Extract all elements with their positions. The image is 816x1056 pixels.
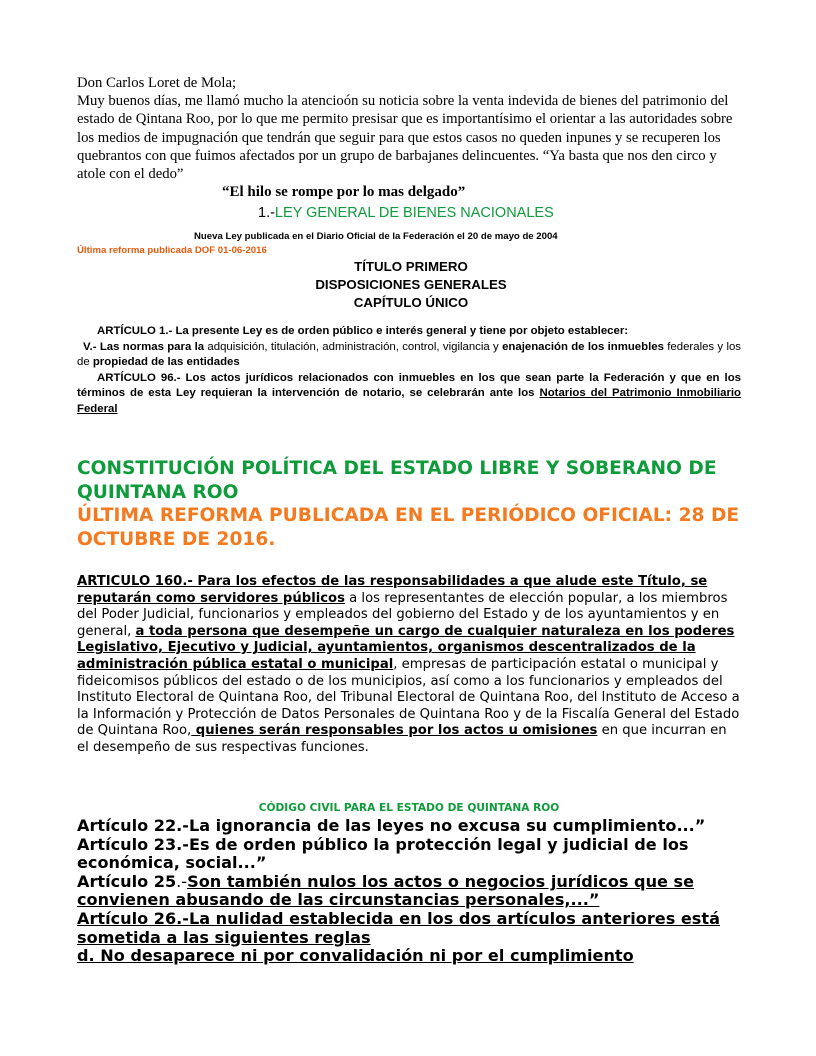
constitucion-heading <box>77 457 757 551</box>
capitulo-unico: CAPÍTULO ÚNICO <box>353 295 469 310</box>
art160-lead: ARTICULO 160.- Para los efectos de las responsabilidades a que alude este Título, se reputarán como servidores públicos <box>77 574 708 606</box>
fraccion-v-text1: adquisición, titulación, administración, control, vigilancia y <box>204 340 503 353</box>
fraccion-v-lead: V.- Las normas para la <box>83 340 205 353</box>
letter-motto: “El hilo se rompe por lo mas delgado” <box>222 184 466 200</box>
fraccion-v <box>77 340 741 371</box>
art160-bold: a toda persona que desempeñe un cargo de cualquier naturaleza en los poderes Legislativo, Ejecutivo y Judicial, ayuntamientos, organismos descentralizados de la administración pública estatal o municipal <box>77 623 735 672</box>
ley-bienes-heading <box>258 205 554 221</box>
articulo-96-notarios: Notarios del Patrimonio Inmobiliario Federal <box>77 387 742 415</box>
letter-greeting: Don Carlos Loret de Mola; <box>77 75 237 91</box>
art160-text1: a los representantes de elección popular, a los miembros del Poder Judicial, funcionarios y empleados del gobierno del Estado y de los ayuntamientos y en general, <box>77 590 728 639</box>
fraccion-v-bold2: propiedad de las entidades <box>92 356 240 369</box>
letter-body: Muy buenos días, me llamó mucho la atencioón su noticia sobre la venta indevida de bienes del patrimonio del estado de Qintana Roo, por lo que me permito presisar que es importantísimo el orientar a las autoridades sobre los medios de impugnación que tendrán que seguir para que estos casos no queden inpunes y se recuperen los quebrantos con que fuimos afectados por un grupo de barbajanes delincuentes. “Ya basta que nos den circo y atole con el dedo” <box>77 93 733 183</box>
disposiciones-generales: DISPOSICIONES GENERALES <box>315 277 507 292</box>
articulo-160 <box>77 574 741 757</box>
articulo-26: Artículo 26.-La nulidad establecida en los dos artículos anteriores está sometida a las siguientes reglas <box>77 908 720 947</box>
articulo-23: Artículo 23.-Es de orden público la protección legal y judicial de los económica, social...” <box>77 834 689 873</box>
ley-published-note: Nueva Ley publicada en el Diario Oficial de la Federación el 20 de mayo de 2004 <box>194 231 558 242</box>
art160-text3: en que incurran en el desempeño de sus respectivas funciones. <box>77 723 727 755</box>
titulo-primero: TÍTULO PRIMERO <box>354 259 468 274</box>
articulo-26-d: d. No desaparece ni por convalidación ni por el cumplimiento <box>77 946 634 966</box>
ley-last-reform: Última reforma publicada DOF 01-06-2016 <box>77 245 267 256</box>
ley-title: LEY GENERAL DE BIENES NACIONALES <box>274 205 554 221</box>
articulo-1: ARTÍCULO 1.- La presente Ley es de orden público e interés general y tiene por objeto establecer: <box>97 325 629 337</box>
articulo-96-text: ARTÍCULO 96.- Los actos jurídicos relacionados con inmuebles en los que sean parte la Federación y que en los términos de esta Ley requieran la intervención de notario, se celebrarán ante los <box>77 371 741 400</box>
fraccion-v-text2: federales y los de <box>77 340 742 369</box>
art25-text: Son también nulos los actos o negocios jurídicos que se convienen abusando de las circunstancias personales,...” <box>77 871 695 910</box>
codigo-civil-articles <box>77 817 757 966</box>
art160-responsables: quienes serán responsables por los actos u omisiones <box>191 723 598 739</box>
articulo-96 <box>77 371 741 418</box>
codigo-civil-title: CÓDIGO CIVIL PARA EL ESTADO DE QUINTANA ROO <box>258 802 560 814</box>
ley-number: 1.- <box>258 205 275 221</box>
art25-label: Artículo 25 <box>77 871 177 891</box>
art160-text2: , empresas de participación estatal o municipal y fideicomisos públicos del estado o de los municipios, así como a los funcionarios y empleados del Instituto Electoral de Quintana Roo, del Tribunal Electoral de Quintana Roo, del Instituto de Acceso a la Información y Protección de Datos Personales de Quintana Roo y de la Fiscalía General del Estado de Quintana Roo, <box>77 656 740 739</box>
constitucion-title: CONSTITUCIÓN POLÍTICA DEL ESTADO LIBRE Y SOBERANO DE QUINTANA ROO <box>77 458 717 503</box>
art25-sep: .- <box>176 871 188 891</box>
letter <box>77 74 745 183</box>
articulo-25 <box>77 873 757 910</box>
articulo-22: Artículo 22.-La ignorancia de las leyes no excusa su cumplimiento...” <box>77 816 706 835</box>
ley-titles <box>77 258 745 312</box>
constitucion-reform: ÚLTIMA REFORMA PUBLICADA EN EL PERIÓDICO OFICIAL: 28 DE OCTUBRE DE 2016. <box>77 505 740 550</box>
ley-articles <box>77 324 741 418</box>
fraccion-v-bold1: enajenación de los inmuebles <box>502 340 664 353</box>
